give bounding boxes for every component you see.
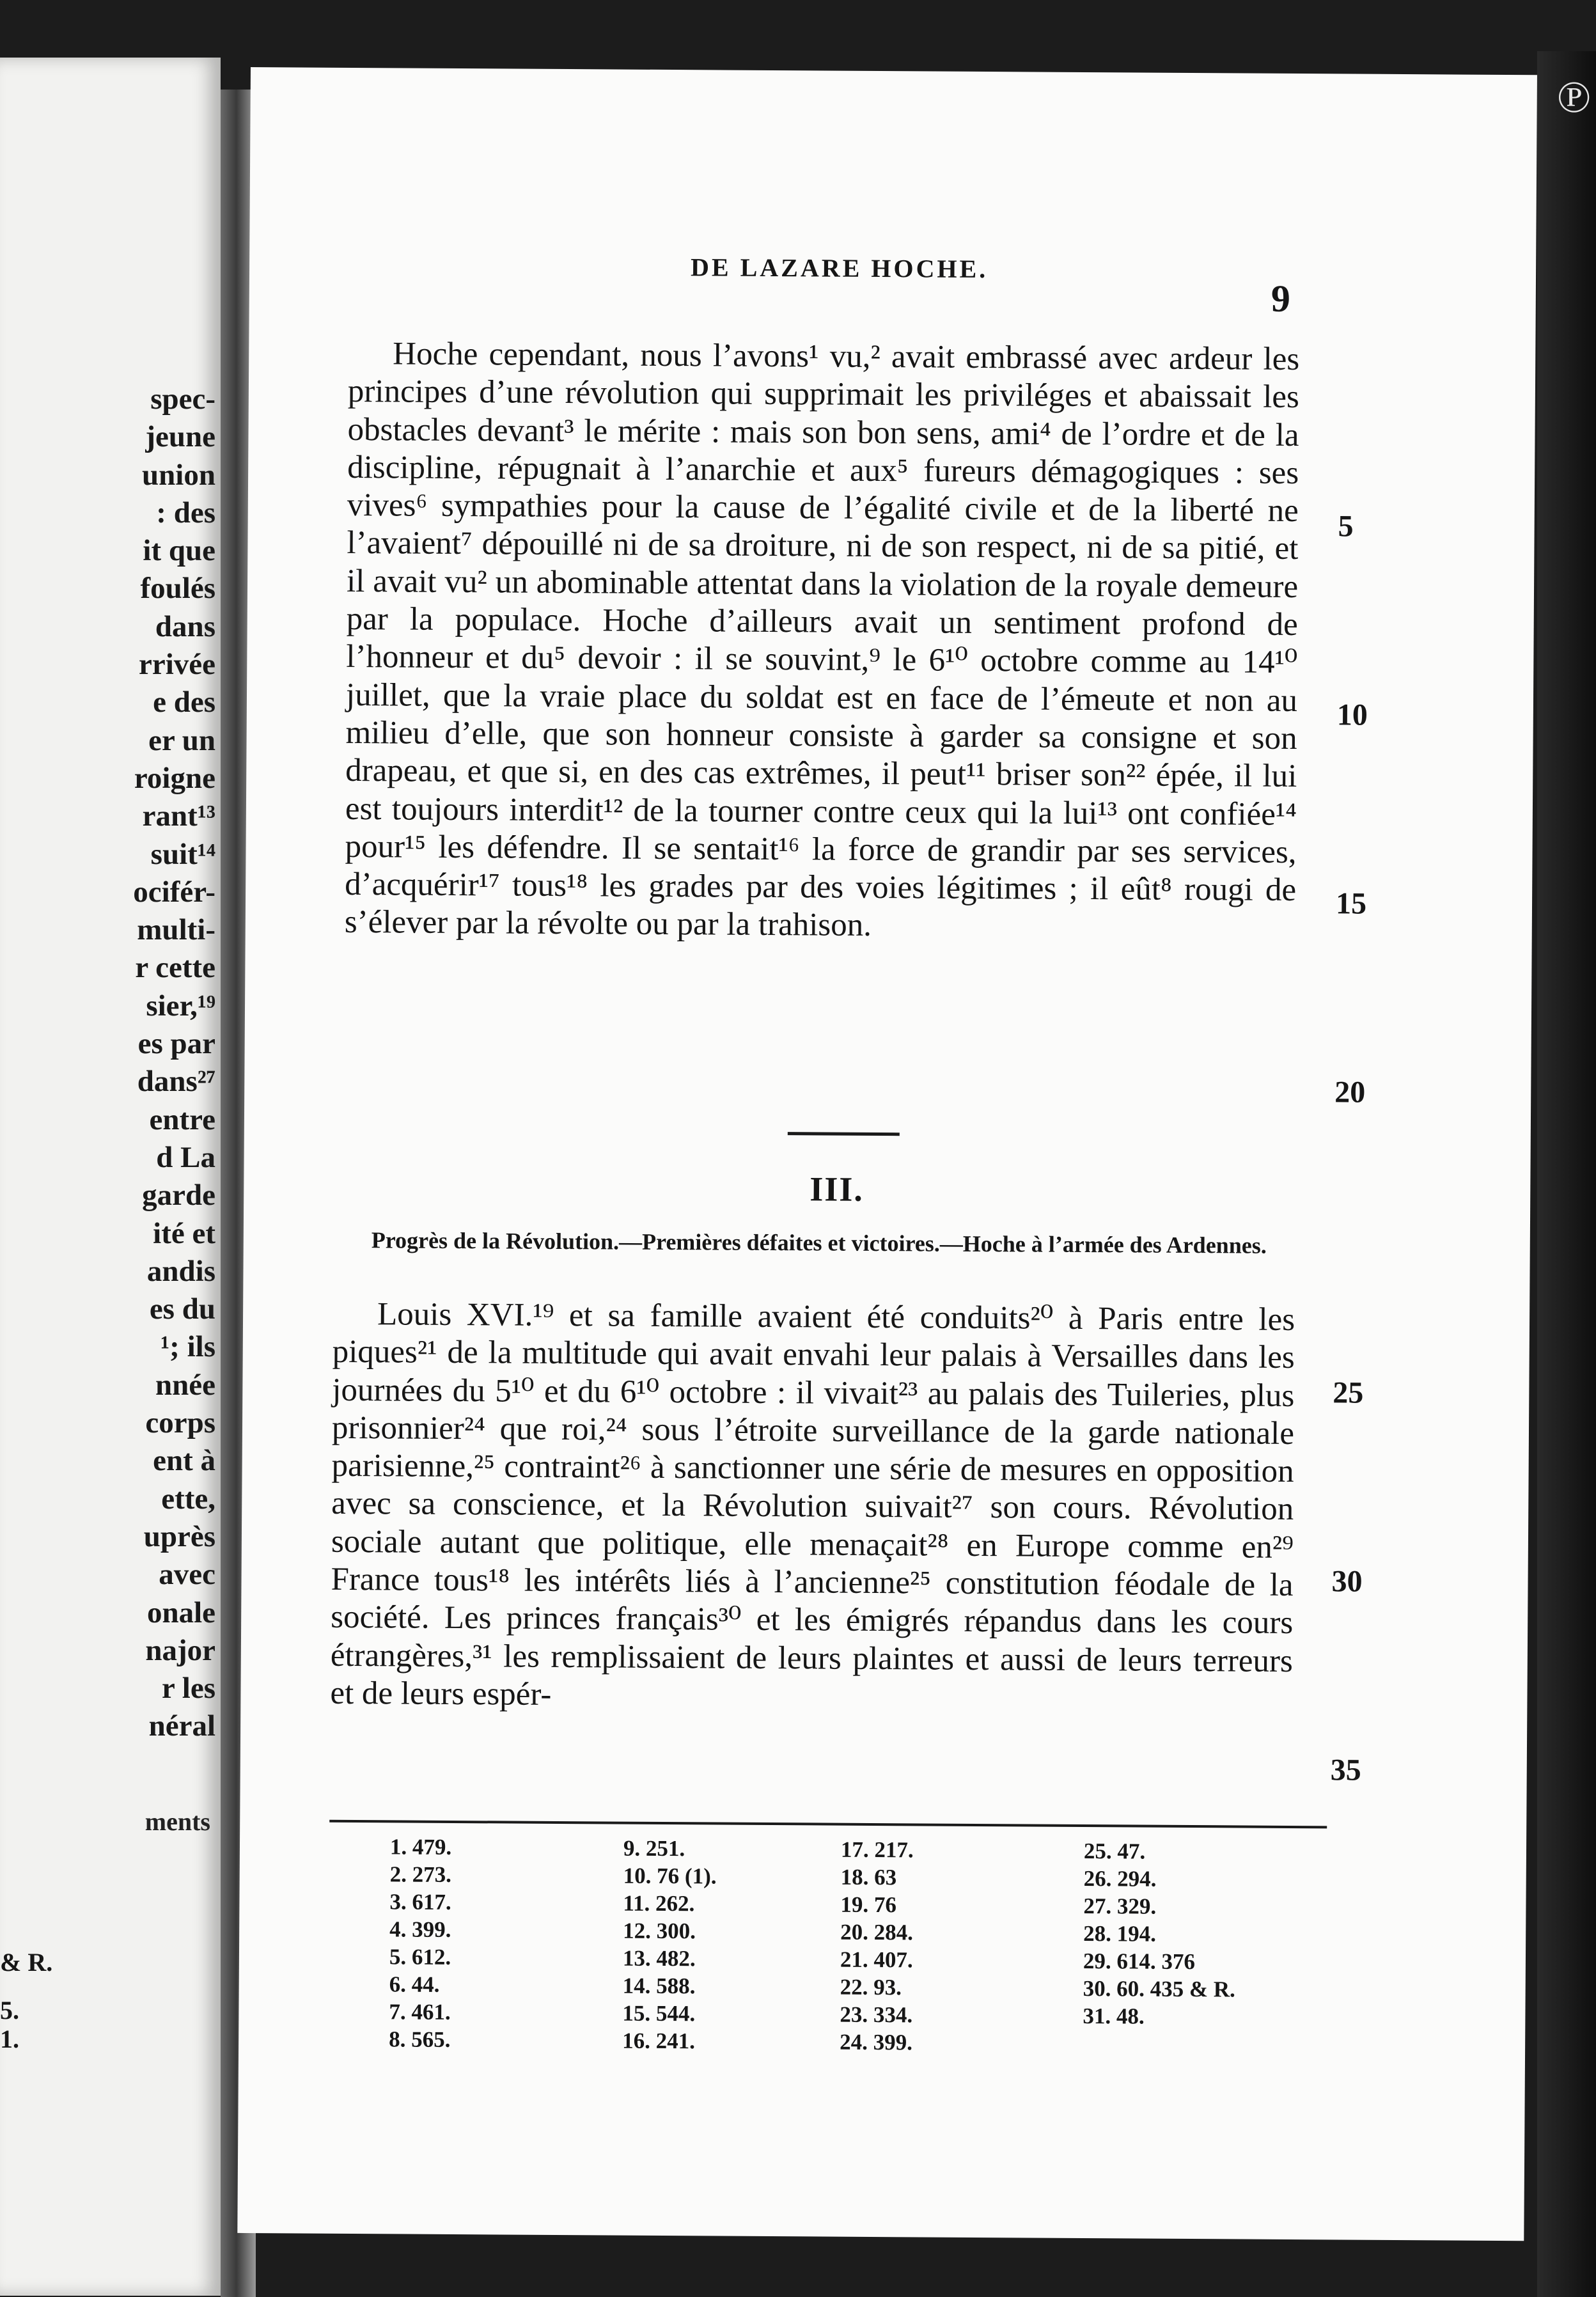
left-page-line: corps [145, 1406, 215, 1440]
page-number: 9 [1271, 277, 1291, 320]
footnote-entry: 31. 48. [1083, 2003, 1145, 2029]
footnote-column-3 [840, 1836, 914, 2057]
footnote-entry: 13. 482. [622, 1945, 696, 1972]
left-page-line: spec- [150, 382, 215, 416]
footnote-entry: 8. 565. [389, 2027, 451, 2052]
section-number: III. [810, 1170, 864, 1209]
footnote-entry: 14. 588. [622, 1973, 696, 1999]
left-page-line: dans [155, 609, 215, 643]
right-page [237, 67, 1537, 2241]
footnote-entry: 24. 399. [840, 2029, 913, 2055]
footnote-entry: 11. 262. [623, 1890, 695, 1917]
left-page-line: er un [148, 723, 215, 757]
footnote-entry: 28. 194. [1083, 1921, 1157, 1947]
left-page-line: foulés [140, 572, 215, 606]
paragraph-2 [330, 1296, 1295, 1718]
section-divider-rule [788, 1132, 900, 1136]
left-page [0, 58, 221, 2296]
left-page-mark: 5. [0, 1996, 19, 2025]
footnote-entry: 20. 284. [840, 1919, 914, 1945]
footnote-entry: 21. 407. [840, 1947, 913, 1973]
left-page-line: ette, [161, 1482, 215, 1516]
left-page-footer: ments [145, 1807, 210, 1836]
footnote-entry: 5. 612. [389, 1944, 451, 1970]
left-page-line: avec [159, 1558, 215, 1592]
line-number: 35 [1330, 1753, 1361, 1787]
left-page-mark: & R. [0, 1948, 53, 1977]
left-page-line: garde [142, 1179, 215, 1212]
paragraph-1-text: Hoche cependant, nous l’avons¹ vu,² avait embrassé avec ardeur les principes d’une révolution qui supprimait les priviléges et abaissait les obstacles devant³ le mérite : mais son bon sens, ami⁴ de l’ordre et de la discipline, répugnait à l’anarchie et aux⁵ fureurs démagogiques : ses vives⁶ sympathies pour la cause de l’égalité civile et de la liberté ne l’avaient⁷ dépouillé ni de sa droiture, ni de son respect, ni de sa pitié, et il avait vu² un abominable attentat dans la violation de la royale demeure par la populace. Hoche d’ailleurs avait un sentiment profond de l’honneur et du⁵ devoir : il se souvint,⁹ le 6¹⁰ octobre comme au 14¹⁰ juillet, que la vraie place du soldat est en face de l’émeute et non au milieu d’elle, que son honneur consiste à garder sa consigne et son drapeau, et que si, en des cas extrêmes, il peut¹¹ briser son²² épée, il lui est toujours interdit¹² de la tourner contre ceux qui la lui¹³ ont confiée¹⁴ pour¹⁵ les défendre. Il se sentait¹⁶ la force de grandir par ses services, d’acquérir¹⁷ tous¹⁸ les grades par des voies légitimes ; il eût⁸ rougi de s’élever par la révolte ou par la trahison. [344, 336, 1300, 944]
left-page-line: jeune [145, 420, 215, 454]
left-page-line: rrivée [138, 648, 215, 682]
edge-ornament-icon: ℗ [1557, 70, 1592, 123]
footnote-entry: 16. 241. [622, 2028, 696, 2054]
footnote-entry: 9. 251. [623, 1835, 685, 1862]
left-page-line: najor [145, 1633, 215, 1667]
left-page-line: es du [149, 1292, 215, 1326]
line-number: 15 [1335, 886, 1367, 921]
footnote-entry: 4. 399. [389, 1917, 451, 1942]
paragraph-2-text: Louis XVI.¹⁹ et sa famille avaient été conduits²⁰ à Paris entre les piques²¹ de la multitude qui avait envahi leur palais à Versailles dans les journées du 5¹⁰ et du 6¹⁰ octobre : il vivait²³ au palais des Tuileries, plus prisonnier²⁴ que roi,²⁴ sous l’étroite surveillance de la garde nationale parisienne,²⁵ contraint²⁶ à sanctionner une série de mesures en opposition avec sa conscience, et la Révolution suivait²⁷ son cours. Révolution sociale autant que politique, elle menaçait²⁸ en Europe comme en²⁹ France tous¹⁸ les intérêts liés à l’ancienne²⁵ constitution féodale de la société. Les princes français³⁰ et les émigrés répandus dans les cours étrangères,³¹ les remplissaient de leurs plaintes et aussi de leurs terreurs et de leurs espér- [330, 1296, 1295, 1713]
footnote-rule [329, 1820, 1327, 1829]
footnote-entry: 12. 300. [623, 1918, 696, 1944]
left-page-line: e des [153, 686, 215, 719]
left-page-line: union [142, 458, 215, 492]
left-page-line: ¹; ils [160, 1330, 215, 1364]
left-page-line: r cette [135, 951, 215, 985]
left-page-line: multi- [137, 913, 215, 947]
left-page-line: sier,¹⁹ [146, 989, 215, 1023]
line-number: 30 [1331, 1564, 1363, 1599]
left-page-line: : des [156, 496, 215, 529]
footnote-entry: 29. 614. 376 [1083, 1948, 1196, 1975]
left-page-line: andis [146, 1254, 215, 1288]
line-number: 5 [1338, 509, 1354, 544]
footnote-column-4 [1083, 1837, 1236, 2030]
footnote-entry: 26. 294. [1083, 1866, 1157, 1892]
line-number-column [1328, 74, 1398, 2184]
footnote-entry: 23. 334. [840, 2002, 913, 2028]
footnote-column-2 [622, 1835, 717, 2055]
footnote-entry: 25. 47. [1083, 1838, 1146, 1864]
left-page-line: es par [137, 1027, 215, 1061]
line-number: 20 [1334, 1075, 1366, 1109]
footnote-entry: 18. 63 [840, 1864, 897, 1890]
footnote-entry: 6. 44. [389, 1972, 440, 1997]
footnote-entry: 3. 617. [389, 1889, 451, 1915]
left-page-line: entre [149, 1102, 215, 1136]
footnote-entry: 2. 273. [389, 1862, 452, 1887]
footnote-entry: 7. 461. [389, 1999, 451, 2025]
line-number: 25 [1333, 1376, 1364, 1410]
footnote-entry: 22. 93. [840, 1974, 902, 2000]
footnotes [328, 1833, 1327, 2082]
footnote-entry: 1. 479. [389, 1834, 452, 1860]
left-page-line: it que [143, 534, 215, 568]
left-page-line: onale [146, 1595, 215, 1629]
left-page-line: uprès [143, 1519, 215, 1553]
left-page-line: néral [148, 1709, 215, 1743]
section-summary: Progrès de la Révolution.—Premières défaites et victoires.—Hoche à l’armée des Ardennes. [371, 1227, 1267, 1258]
footnote-column-1 [389, 1833, 451, 2053]
left-page-line: suit¹⁴ [150, 837, 215, 871]
left-page-line: ocifér- [133, 875, 215, 909]
footnote-entry: 30. 60. 435 & R. [1083, 1976, 1235, 2002]
left-page-line: dans²⁷ [137, 1065, 215, 1099]
footnote-entry: 19. 76 [840, 1892, 897, 1918]
footnote-entry: 15. 544. [622, 2000, 696, 2027]
footnote-entry: 17. 217. [840, 1837, 914, 1863]
left-page-line: r les [162, 1672, 215, 1705]
left-page-line: d La [156, 1140, 215, 1174]
left-page-mark: 1. [0, 2025, 19, 2053]
left-page-line: ité et [153, 1216, 215, 1250]
footnote-entry: 10. 76 (1). [623, 1863, 717, 1889]
running-head: DE LAZARE HOCHE. [690, 253, 989, 284]
left-page-line: roigne [134, 761, 215, 795]
left-page-line: rant¹³ [142, 799, 215, 833]
page-edge [1537, 51, 1596, 2297]
left-page-line: ent à [153, 1444, 215, 1478]
paragraph-1 [345, 335, 1300, 948]
left-page-text-fragments [133, 380, 215, 1746]
line-number: 10 [1336, 698, 1368, 732]
left-page-line: nnée [155, 1368, 215, 1402]
footnote-entry: 27. 329. [1083, 1893, 1157, 1919]
